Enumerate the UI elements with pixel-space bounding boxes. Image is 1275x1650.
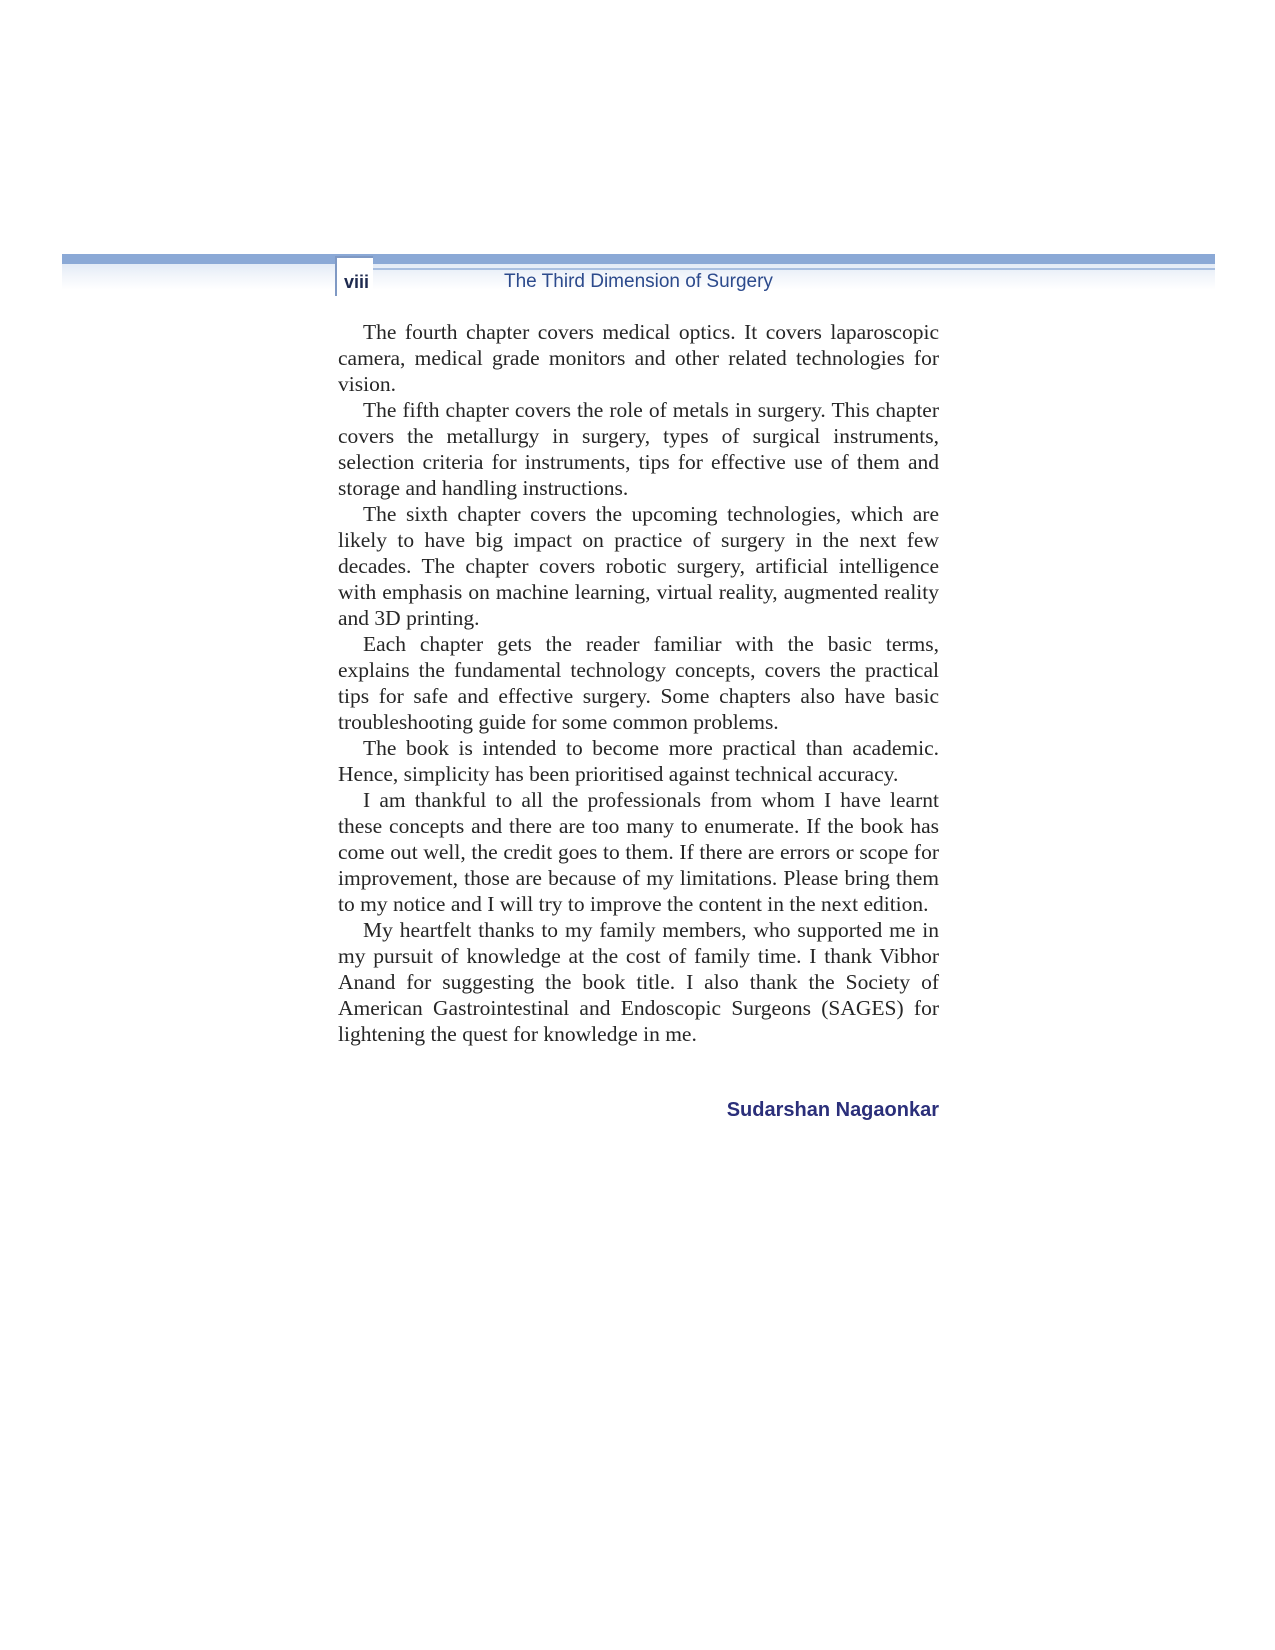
running-title: The Third Dimension of Surgery [504, 271, 773, 292]
header-rule [370, 268, 1215, 270]
paragraph-thanks-professionals: I am thankful to all the professionals from whom I have learnt these concepts and there are too many to enumerate. If the book has come out well, the credit goes to them. If there are errors or scope for improvement, those are because of my limitations. Please bring them to my notice and I will try to improve the content in the next edition. [338, 788, 939, 916]
paragraph-each-chapter: Each chapter gets the reader familiar with the basic terms, explains the fundamental technology concepts, covers the practical tips for safe and effective surgery. Some chapters also have basic troubleshooting guide for some common problems. [338, 632, 939, 734]
paragraph-book-intent: The book is intended to become more practical than academic. Hence, simplicity has been prioritised against technical accuracy. [338, 736, 939, 786]
paragraph-fourth-chapter: The fourth chapter covers medical optics. It covers laparoscopic camera, medical grade monitors and other related technologies for vision. [338, 320, 939, 396]
body-text [338, 319, 939, 1047]
paragraph-fifth-chapter: The fifth chapter covers the role of metals in surgery. This chapter covers the metallurgy in surgery, types of surgical instruments, selection criteria for instruments, tips for effective use of them and storage and handling instructions. [338, 398, 939, 500]
header-band [62, 254, 1215, 264]
paragraph-thanks-family: My heartfelt thanks to my family members, who supported me in my pursuit of knowledge at the cost of family time. I thank Vibhor Anand for suggesting the book title. I also thank the Society of American Gastrointestinal and Endoscopic Surgeons (SAGES) for lightening the quest for knowledge in me. [338, 918, 939, 1046]
page-number: viii [344, 272, 370, 292]
paragraph-sixth-chapter: The sixth chapter covers the upcoming technologies, which are likely to have big impact on practice of surgery in the next few decades. The chapter covers robotic surgery, artificial intelligence with emphasis on machine learning, virtual reality, augmented reality and 3D printing. [338, 502, 939, 630]
author-signature: Sudarshan Nagaonkar [726, 1099, 939, 1121]
